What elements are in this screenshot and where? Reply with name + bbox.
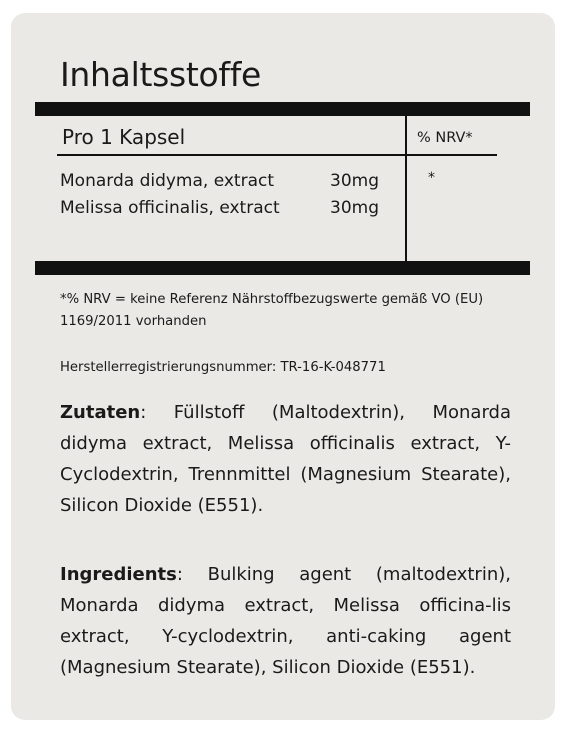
registration-number: Herstellerregistrierungsnummer: TR-16-K-048771 <box>60 360 386 375</box>
ingredient-amount: 30mg <box>330 198 379 218</box>
table-column-divider <box>405 116 407 261</box>
ingredient-name: Monarda didyma, extract <box>60 171 275 191</box>
table-header-nrv: % NRV* <box>417 130 473 146</box>
table-header-serving: Pro 1 Kapsel <box>62 125 186 149</box>
table-bottom-rule <box>35 261 530 275</box>
table-header-rule <box>57 154 497 156</box>
nrv-footnote: *% NRV = keine Referenz Nährstoffbezugswerte gemäß VO (EU) 1169/2011 vorhanden <box>60 292 484 329</box>
table-top-rule <box>35 102 530 116</box>
ingredients-label: Ingredients <box>60 564 177 585</box>
ingredients-text: : Bulking agent (maltodextrin), Monarda didyma extract, Melissa officina-lis extract, Y-cyclodextrin, anti-caking agent (Magnesium Stearate), Silicon Dioxide (E551). <box>60 564 511 678</box>
ingredient-name: Melissa officinalis, extract <box>60 198 280 218</box>
ingredients-paragraph <box>60 559 511 683</box>
label-title: Inhaltsstoffe <box>60 55 262 94</box>
ingredient-amount: 30mg <box>330 171 379 191</box>
zutaten-label: Zutaten <box>60 402 141 423</box>
nrv-value: * <box>428 170 435 186</box>
zutaten-text: : Füllstoff (Maltodextrin), Monarda didyma extract, Melissa officinalis extract, Y-Cyclodextrin, Trennmittel (Magnesium Stearate), Silicon Dioxide (E551). <box>60 402 511 516</box>
zutaten-paragraph <box>60 397 511 521</box>
